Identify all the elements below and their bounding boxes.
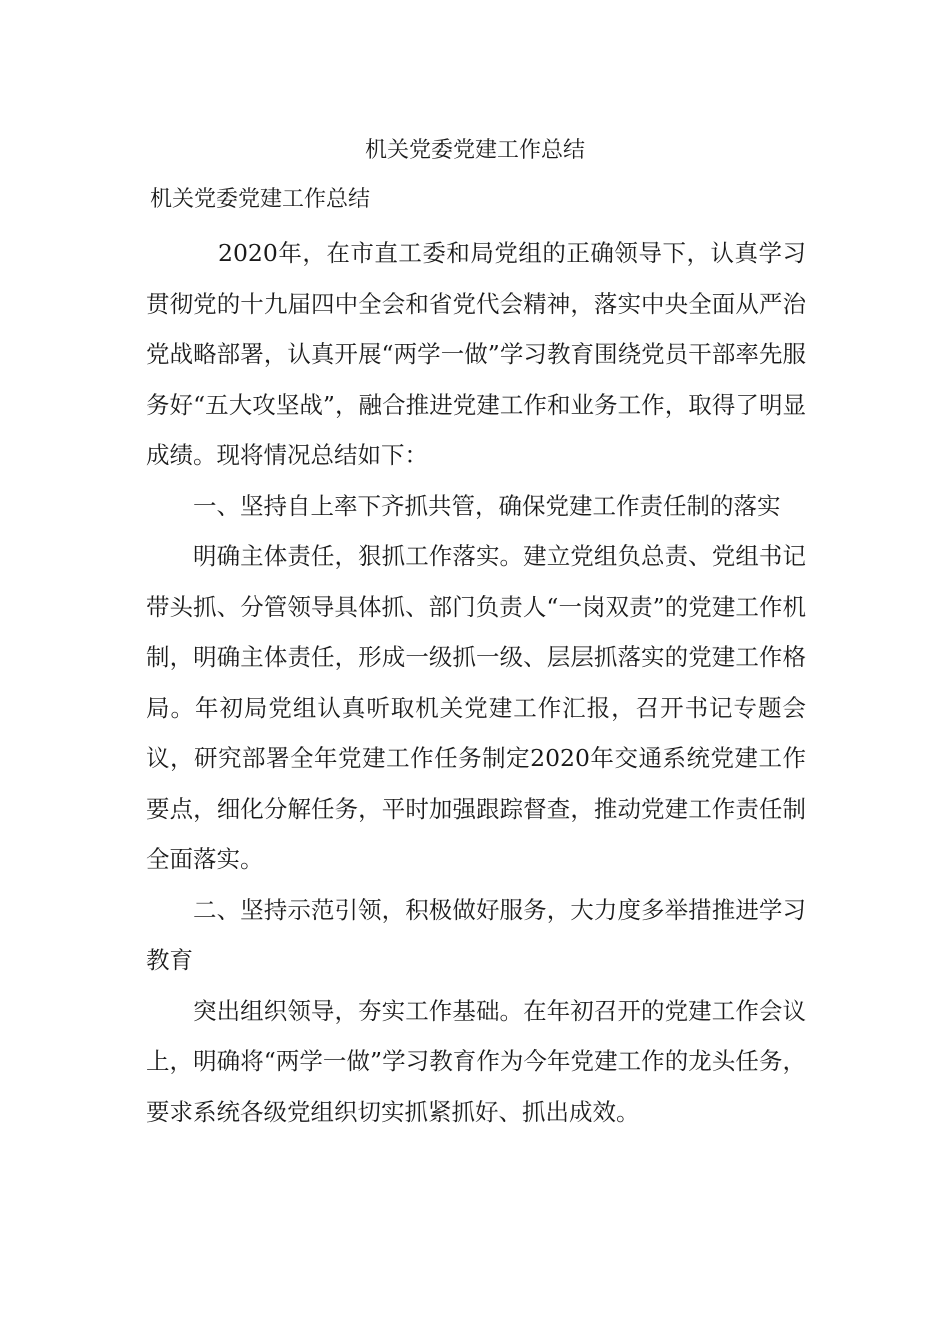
document-body [146,228,806,1137]
document-subtitle: 机关党委党建工作总结 [150,187,371,212]
section-heading-2: 二、坚持示范引领，积极做好服务，大力度多举措推进学习教育 [146,895,806,974]
document-title: 机关党委党建工作总结 [364,138,585,163]
section-2-paragraph: 突出组织领导，夯实工作基础。在年初召开的党建工作会议上，明确将“两学一做”学习教育作为今年党建工作的龙头任务，要求系统各级党组织切实抓紧抓好、抓出成效。 [146,996,806,1126]
section-1-paragraph: 明确主体责任，狠抓工作落实。建立党组负总责、党组书记带头抓、分管领导具体抓、部门负责人“一岗双责”的党建工作机制，明确主体责任，形成一级抓一级、层层抓落实的党建工作格局。年初局党组认真听取机关党建工作汇报，召开书记专题会议，研究部署全年党建工作任务制定2020年交通系统党建工作要点，细化分解任务，平时加强跟踪督查，推动党建工作责任制全面落实。 [146,542,806,873]
intro-paragraph: 2020年，在市直工委和局党组的正确领导下，认真学习贯彻党的十九届四中全会和省党代会精神，落实中央全面从严治党战略部署，认真开展“两学一做”学习教育围绕党员干部率先服务好“五大攻坚战”，融合推进党建工作和业务工作，取得了明显成绩。现将情况总结如下： [146,239,806,469]
section-heading-1: 一、坚持自上率下齐抓共管，确保党建工作责任制的落实 [193,491,781,520]
